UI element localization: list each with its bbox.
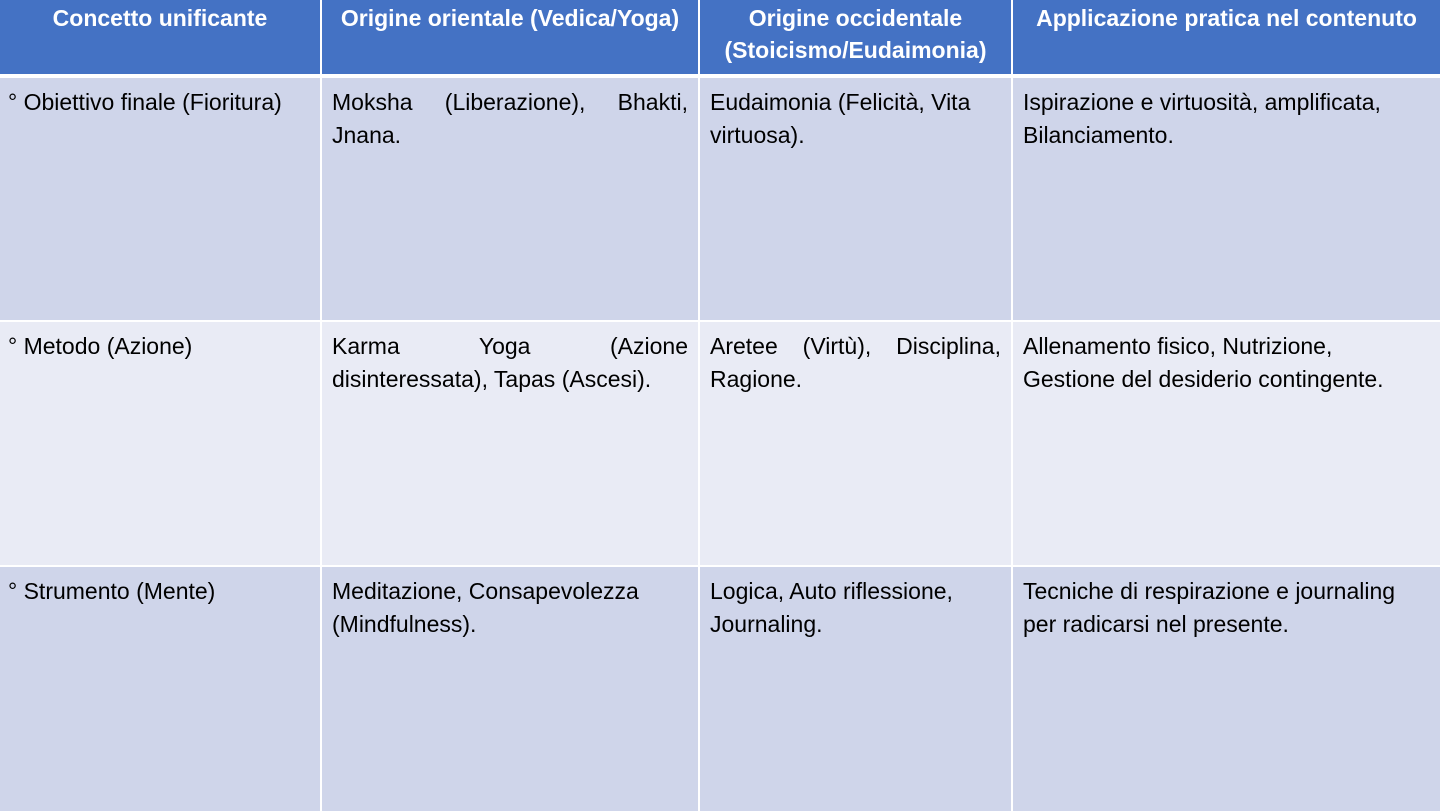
table-row <box>0 566 1440 811</box>
header-eastern-origin: Origine orientale (Vedica/Yoga) <box>321 0 699 76</box>
cell-application: Tecniche di respirazione e journaling per radicarsi nel presente. <box>1012 566 1440 811</box>
table-header <box>0 0 1440 76</box>
table-row <box>0 321 1440 566</box>
header-row <box>0 0 1440 76</box>
cell-concept: ° Obiettivo finale (Fioritura) <box>0 76 321 321</box>
cell-western: Logica, Auto riflessione, Journaling. <box>699 566 1012 811</box>
cell-concept: ° Strumento (Mente) <box>0 566 321 811</box>
cell-eastern: Karma Yoga (Azione disinteressata), Tapas (Ascesi). <box>321 321 699 566</box>
header-practical-application: Applicazione pratica nel contenuto <box>1012 0 1440 76</box>
cell-eastern: Meditazione, Consapevolezza (Mindfulness). <box>321 566 699 811</box>
header-concept: Concetto unificante <box>0 0 321 76</box>
cell-application: Ispirazione e virtuosità, amplificata, Bilanciamento. <box>1012 76 1440 321</box>
table-body <box>0 76 1440 811</box>
cell-application: Allenamento fisico, Nutrizione, Gestione del desiderio contingente. <box>1012 321 1440 566</box>
cell-western: Eudaimonia (Felicità, Vita virtuosa). <box>699 76 1012 321</box>
cell-eastern: Moksha (Liberazione), Bhakti, Jnana. <box>321 76 699 321</box>
cell-western: Aretee (Virtù), Disciplina, Ragione. <box>699 321 1012 566</box>
cell-concept: ° Metodo (Azione) <box>0 321 321 566</box>
header-western-origin: Origine occidentale (Stoicismo/Eudaimonia) <box>699 0 1012 76</box>
table-row <box>0 76 1440 321</box>
